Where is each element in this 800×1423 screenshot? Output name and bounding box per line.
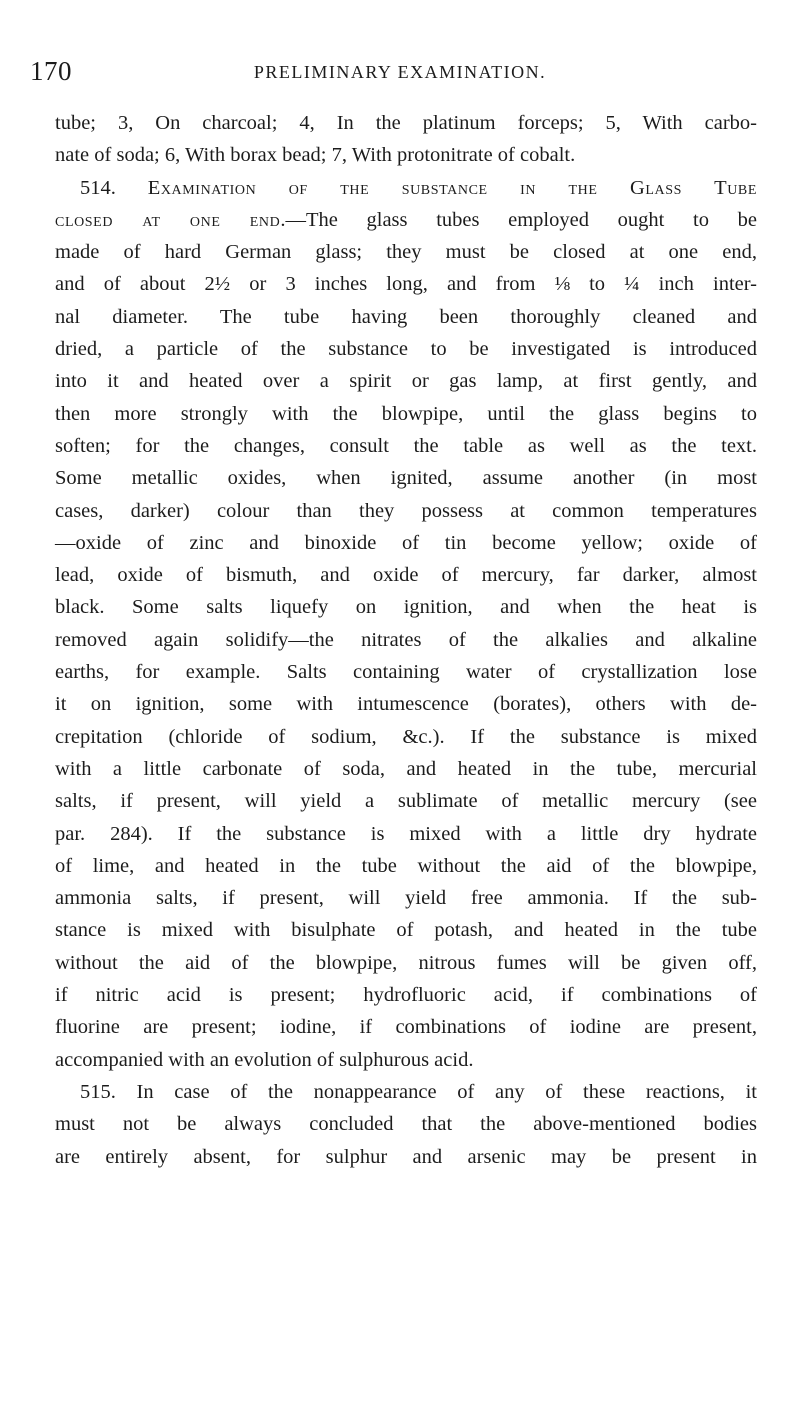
text-line: into it and heated over a spirit or gas lamp, at first gently, and [55, 370, 757, 393]
text-line: cases, darker) colour than they possess at common temperatures [55, 499, 757, 522]
text-line: must not be always concluded that the above-mentioned bodies [55, 1113, 757, 1136]
page-header [30, 56, 770, 92]
text-line: and of about 2½ or 3 inches long, and from ⅛ to ¼ inch inter- [55, 273, 757, 296]
text-line: lead, oxide of bismuth, and oxide of mercury, far darker, almost [55, 564, 757, 587]
text-line: then more strongly with the blowpipe, until the glass begins to [55, 402, 757, 425]
text-line: of lime, and heated in the tube without the aid of the blowpipe, [55, 854, 757, 877]
text-line: are entirely absent, for sulphur and arsenic may be present in [55, 1145, 757, 1168]
text-line: soften; for the changes, consult the table as well as the text. [55, 434, 757, 457]
text-line: par. 284). If the substance is mixed with a little dry hydrate [55, 822, 757, 845]
text-line: without the aid of the blowpipe, nitrous fumes will be given off, [55, 951, 757, 974]
text-line: it on ignition, some with intumescence (borates), others with de- [55, 693, 757, 716]
text-line: salts, if present, will yield a sublimate of metallic mercury (see [55, 790, 757, 813]
text-line: black. Some salts liquefy on ignition, and when the heat is [55, 596, 757, 619]
text-line: fluorine are present; iodine, if combinations of iodine are present, [55, 1016, 757, 1039]
text-line: with a little carbonate of soda, and heated in the tube, mercurial [55, 757, 757, 780]
text-line: made of hard German glass; they must be closed at one end, [55, 241, 757, 264]
section-heading-514: 514. Examination of the substance in the Glass Tube [80, 176, 758, 199]
text-line: dried, a particle of the substance to be investigated is introduced [55, 338, 757, 361]
text-line: tube; 3, On charcoal; 4, In the platinum forceps; 5, With carbo- [55, 112, 757, 134]
text-line: closed at one end.—The glass tubes employed ought to be [55, 208, 757, 231]
text-line: —oxide of zinc and binoxide of tin become yellow; oxide of [55, 531, 757, 554]
text-line: ammonia salts, if present, will yield free ammonia. If the sub- [55, 887, 757, 910]
text-line: accompanied with an evolution of sulphurous acid. [55, 1048, 474, 1071]
text-line: crepitation (chloride of sodium, &c.). If the substance is mixed [55, 725, 757, 748]
text-line: nate of soda; 6, With borax bead; 7, With protonitrate of cobalt. [55, 144, 576, 167]
text-line: if nitric acid is present; hydrofluoric acid, if combinations of [55, 984, 757, 1007]
running-head: PRELIMINARY EXAMINATION. [253, 62, 547, 82]
paragraph-515-start: 515. In case of the nonappearance of any of these reactions, it [80, 1080, 757, 1103]
text-line: nal diameter. The tube having been thoroughly cleaned and [55, 305, 757, 328]
text-line: Some metallic oxides, when ignited, assume another (in most [55, 467, 757, 490]
page-number: 170 [30, 56, 72, 86]
text-line: removed again solidify—the nitrates of the alkalies and alkaline [55, 628, 757, 651]
text-line: stance is mixed with bisulphate of potash, and heated in the tube [55, 919, 757, 942]
text-line: earths, for example. Salts containing water of crystallization lose [55, 661, 757, 684]
body-text [55, 107, 757, 1173]
